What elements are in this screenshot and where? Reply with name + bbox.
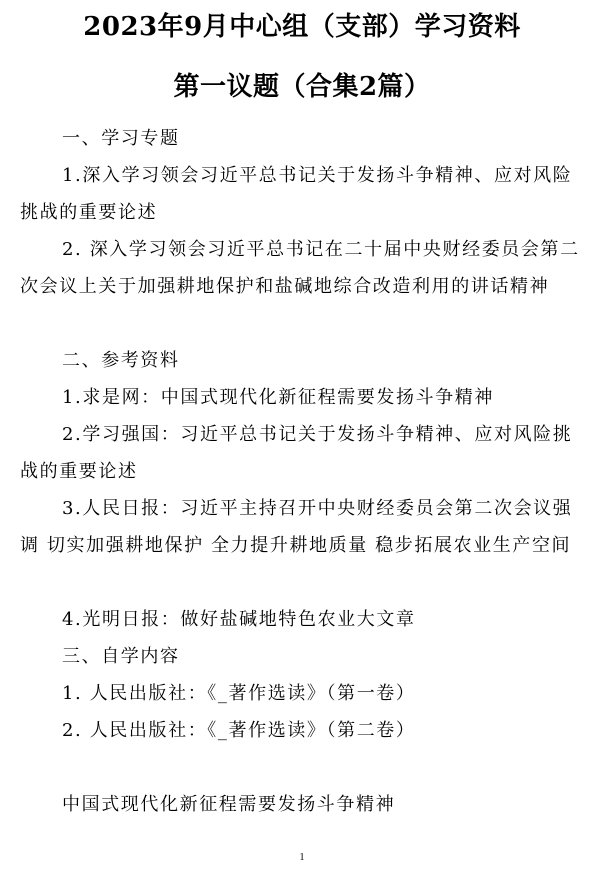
reference-item: 4.光明日报：做好盐碱地特色农业大文章 [62, 609, 416, 630]
section-heading-self-study: 三、自学内容 [62, 646, 180, 667]
closing-heading: 中国式现代化新征程需要发扬斗争精神 [62, 794, 396, 815]
self-study-item: 2. 人民出版社：《_著作选读》（第二卷） [62, 720, 416, 741]
reference-item: 2.学习强国：习近平总书记关于发扬斗争精神、应对风险挑战的重要论述 [20, 424, 573, 482]
study-topic-item: 1.深入学习领会习近平总书记关于发扬斗争精神、应对风险挑战的重要论述 [20, 165, 573, 223]
page-number: 1 [299, 852, 305, 863]
reference-item: 3.人民日报：习近平主持召开中央财经委员会第二次会议强调 切实加强耕地保护 全力提升耕地质量 稳步拓展农业生产空间 [20, 498, 573, 556]
section-heading-references: 二、参考资料 [62, 350, 180, 371]
reference-item: 1.求是网：中国式现代化新征程需要发扬斗争精神 [62, 387, 494, 408]
document-title: 2023年9月中心组（支部）学习资料 [83, 12, 521, 42]
self-study-item: 1. 人民出版社：《_著作选读》（第一卷） [62, 683, 416, 704]
section-heading-study-topics: 一、学习专题 [62, 128, 180, 149]
document-subtitle: 第一议题（合集2篇） [173, 72, 431, 102]
study-topic-item: 2. 深入学习领会习近平总书记在二十届中央财经委员会第二次会议上关于加强耕地保护和盐碱地综合改造利用的讲话精神 [20, 239, 580, 297]
